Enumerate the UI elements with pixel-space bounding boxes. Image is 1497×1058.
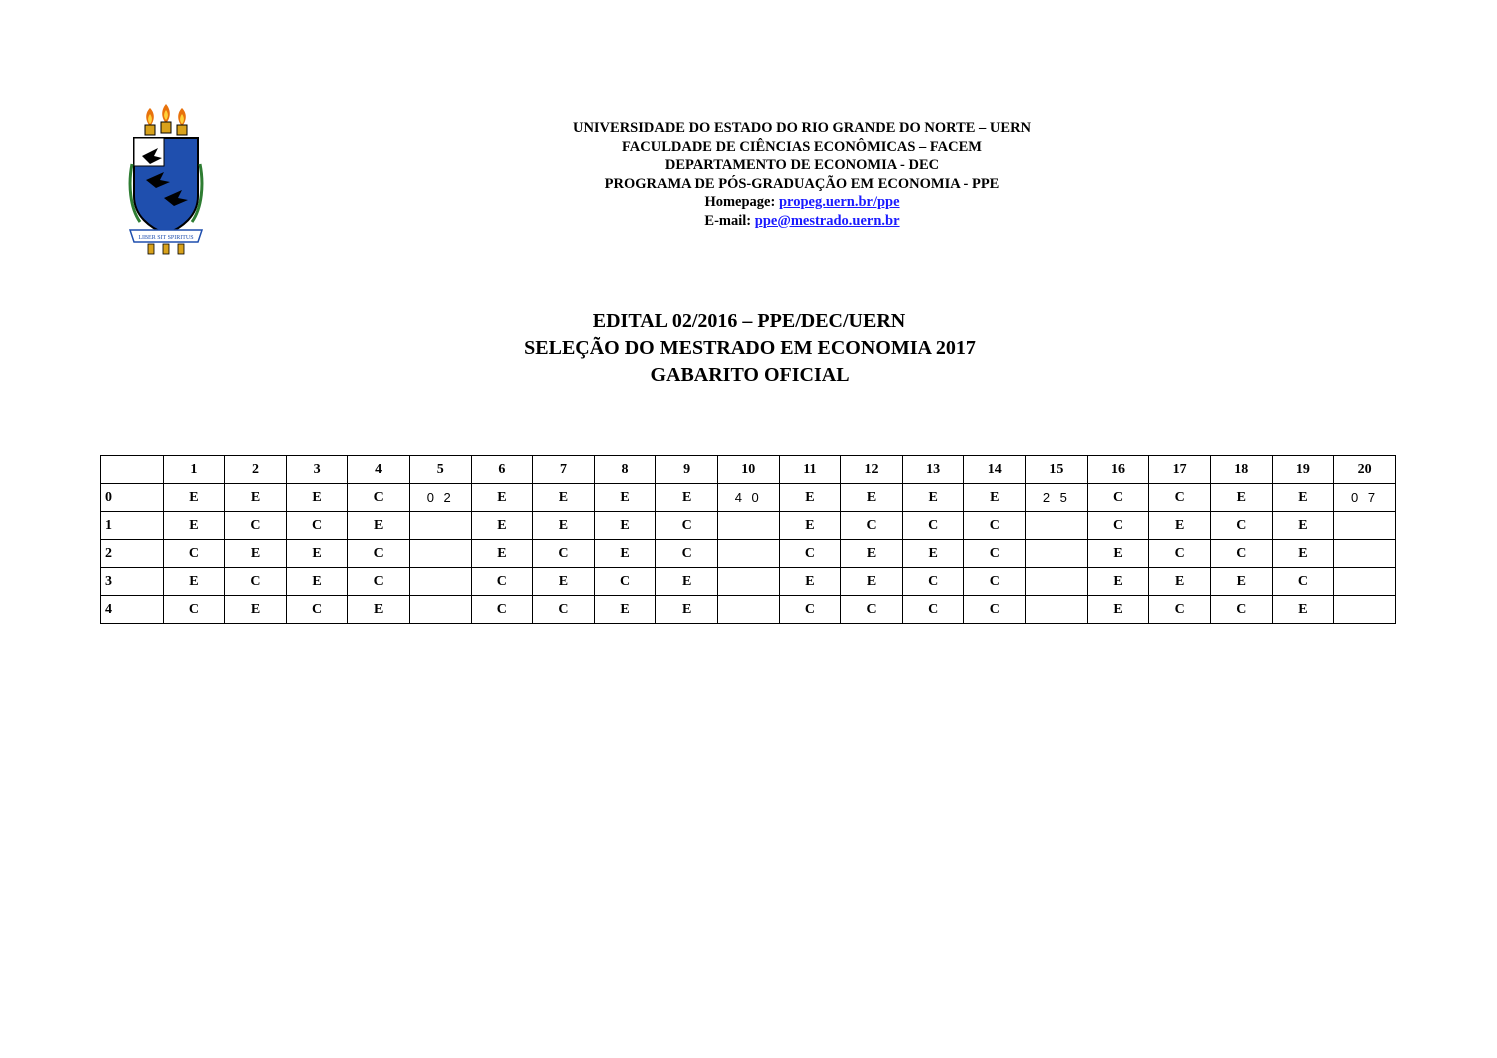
row-label: 3 [101, 568, 164, 596]
table-header-row [101, 456, 1396, 484]
table-row [101, 512, 1396, 540]
answer-cell: C [902, 596, 964, 624]
answer-cell: C [533, 596, 595, 624]
answer-cell: E [1149, 512, 1211, 540]
answer-cell: E [841, 540, 903, 568]
answer-cell: C [163, 596, 225, 624]
uern-coat-of-arms-logo [128, 104, 204, 256]
answer-cell: C [1210, 540, 1272, 568]
answer-cell [1026, 596, 1088, 624]
answer-cell: E [841, 484, 903, 512]
row-label: 4 [101, 596, 164, 624]
answer-cell [409, 512, 471, 540]
answer-cell: E [1210, 568, 1272, 596]
email-link[interactable]: ppe@mestrado.uern.br [754, 212, 900, 229]
question-number-header: 12 [841, 456, 903, 484]
corner-cell [101, 456, 164, 484]
question-number-header: 10 [717, 456, 779, 484]
answer-cell: C [1087, 512, 1149, 540]
table-row [101, 568, 1396, 596]
answer-cell: E [1087, 568, 1149, 596]
answer-cell: E [163, 512, 225, 540]
answer-cell: C [1149, 484, 1211, 512]
answer-cell: C [964, 540, 1026, 568]
answer-cell: E [779, 512, 841, 540]
answer-cell: E [286, 568, 348, 596]
answer-cell [717, 568, 779, 596]
answer-cell [1334, 568, 1396, 596]
answer-cell: C [533, 540, 595, 568]
answer-cell: E [779, 568, 841, 596]
table-row [101, 596, 1396, 624]
answer-cell: C [348, 568, 410, 596]
answer-cell: E [594, 512, 656, 540]
answer-cell: C [1087, 484, 1149, 512]
answer-cell: E [471, 512, 533, 540]
question-number-header: 18 [1210, 456, 1272, 484]
answer-cell: 0 2 [409, 484, 471, 512]
answer-cell: E [1272, 512, 1334, 540]
answer-cell: E [163, 568, 225, 596]
answer-cell: E [471, 540, 533, 568]
faculty-name: FACULDADE DE CIÊNCIAS ECONÔMICAS – FACEM [622, 138, 982, 155]
answer-cell: C [964, 596, 1026, 624]
program-name: PROGRAMA DE PÓS-GRADUAÇÃO EM ECONOMIA - PPE [604, 175, 1000, 192]
table-row [101, 484, 1396, 512]
answer-cell: E [841, 568, 903, 596]
answer-cell: E [348, 512, 410, 540]
institution-header [440, 119, 1164, 230]
department-name: DEPARTAMENTO DE ECONOMIA - DEC [664, 157, 940, 173]
question-number-header: 15 [1026, 456, 1088, 484]
answer-cell: E [656, 596, 718, 624]
answer-cell: C [225, 568, 287, 596]
answer-cell: E [286, 540, 348, 568]
question-number-header: 9 [656, 456, 718, 484]
answer-cell [1026, 512, 1088, 540]
torch-icon [145, 108, 155, 135]
torch-icon [177, 108, 187, 135]
answer-cell: C [348, 484, 410, 512]
answer-cell [409, 568, 471, 596]
answer-cell: E [594, 484, 656, 512]
answer-cell: C [841, 512, 903, 540]
question-number-header: 4 [348, 456, 410, 484]
row-label: 2 [101, 540, 164, 568]
answer-cell: E [533, 568, 595, 596]
email-label: E-mail: [704, 212, 752, 229]
question-number-header: 19 [1272, 456, 1334, 484]
homepage-line [440, 193, 1164, 212]
answer-cell: E [594, 540, 656, 568]
answer-cell: E [533, 484, 595, 512]
answer-cell: C [964, 568, 1026, 596]
question-number-header: 11 [779, 456, 841, 484]
answer-cell: 4 0 [717, 484, 779, 512]
table-row [101, 540, 1396, 568]
answer-cell: E [225, 540, 287, 568]
question-number-header: 17 [1149, 456, 1211, 484]
homepage-link[interactable]: propeg.uern.br/ppe [778, 194, 900, 210]
question-number-header: 13 [902, 456, 964, 484]
answer-cell [717, 540, 779, 568]
torch-icon [161, 104, 171, 133]
answer-cell: C [1210, 512, 1272, 540]
answer-cell: E [1272, 484, 1334, 512]
answer-cell [1334, 596, 1396, 624]
answer-cell: C [902, 568, 964, 596]
answer-cell: E [594, 596, 656, 624]
row-label: 0 [101, 484, 164, 512]
answer-cell: E [225, 596, 287, 624]
answer-cell: E [471, 484, 533, 512]
answer-cell: C [1210, 596, 1272, 624]
answer-cell [1334, 512, 1396, 540]
answer-cell: E [533, 512, 595, 540]
question-number-header: 7 [533, 456, 595, 484]
question-number-header: 2 [225, 456, 287, 484]
answer-cell: E [902, 540, 964, 568]
answer-cell: C [163, 540, 225, 568]
gabarito-title: GABARITO OFICIAL [650, 364, 850, 386]
university-name: UNIVERSIDADE DO ESTADO DO RIO GRANDE DO NORTE – UERN [572, 120, 1032, 136]
logo-motto: LIBER SIT SPIRITUS [138, 235, 194, 241]
answer-cell: 0 7 [1334, 484, 1396, 512]
answer-cell: C [594, 568, 656, 596]
answer-cell: E [1272, 596, 1334, 624]
answer-cell: E [163, 484, 225, 512]
answer-key-table [100, 455, 1396, 624]
answer-cell: E [1210, 484, 1272, 512]
answer-cell: 2 5 [1026, 484, 1088, 512]
question-number-header: 6 [471, 456, 533, 484]
answer-cell: E [1087, 596, 1149, 624]
question-number-header: 14 [964, 456, 1026, 484]
answer-cell: C [779, 596, 841, 624]
answer-cell [409, 596, 471, 624]
document-title [400, 308, 1100, 389]
email-line [440, 212, 1164, 231]
answer-cell [1026, 540, 1088, 568]
selection-title: SELEÇÃO DO MESTRADO EM ECONOMIA 2017 [524, 337, 976, 359]
answer-cell: E [286, 484, 348, 512]
answer-cell: E [1087, 540, 1149, 568]
answer-cell: C [1149, 540, 1211, 568]
question-number-header: 3 [286, 456, 348, 484]
answer-cell: E [964, 484, 1026, 512]
homepage-label: Homepage: [704, 194, 776, 210]
answer-cell: C [471, 596, 533, 624]
question-number-header: 1 [163, 456, 225, 484]
answer-cell: E [348, 596, 410, 624]
answer-cell: C [656, 512, 718, 540]
answer-cell: C [964, 512, 1026, 540]
answer-cell: E [1149, 568, 1211, 596]
answer-cell: C [902, 512, 964, 540]
answer-cell: E [902, 484, 964, 512]
answer-cell: E [225, 484, 287, 512]
row-label: 1 [101, 512, 164, 540]
question-number-header: 8 [594, 456, 656, 484]
answer-cell: C [286, 596, 348, 624]
answer-cell: C [471, 568, 533, 596]
answer-cell [1026, 568, 1088, 596]
answer-cell: E [656, 484, 718, 512]
question-number-header: 16 [1087, 456, 1149, 484]
question-number-header: 20 [1334, 456, 1396, 484]
edital-title: EDITAL 02/2016 – PPE/DEC/UERN [592, 310, 906, 332]
answer-cell [717, 512, 779, 540]
answer-cell: C [779, 540, 841, 568]
answer-cell: C [286, 512, 348, 540]
answer-cell: E [656, 568, 718, 596]
answer-cell: C [225, 512, 287, 540]
answer-cell: C [348, 540, 410, 568]
answer-cell [409, 540, 471, 568]
answer-cell: E [779, 484, 841, 512]
answer-cell: C [1272, 568, 1334, 596]
answer-cell [1334, 540, 1396, 568]
question-number-header: 5 [409, 456, 471, 484]
answer-cell: C [656, 540, 718, 568]
answer-cell [717, 596, 779, 624]
answer-cell: C [1149, 596, 1211, 624]
answer-cell: C [841, 596, 903, 624]
answer-cell: E [1272, 540, 1334, 568]
